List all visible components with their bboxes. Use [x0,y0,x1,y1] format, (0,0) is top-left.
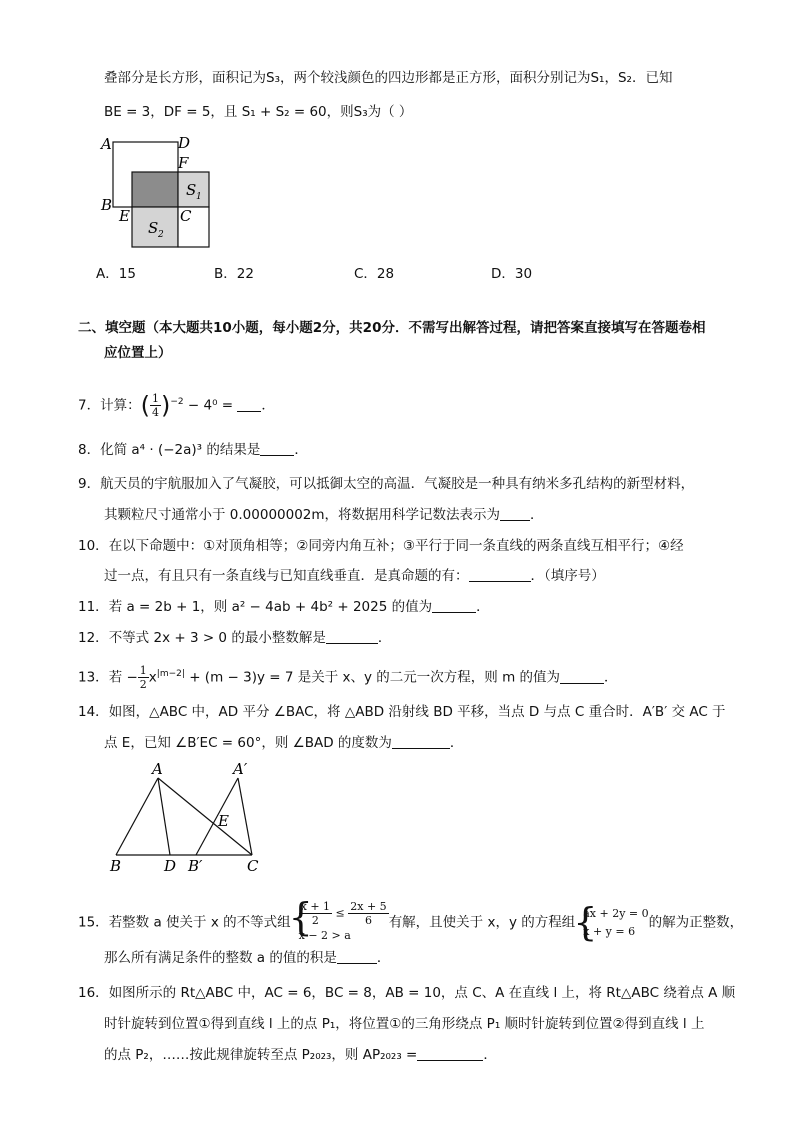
q9-text-line1: 航天员的宇航服加入了气凝胶，可以抵御太空的高温．气凝胶是一种具有纳米多孔结构的新型材料， [100,476,695,492]
q9-text-line2: 其颗粒尺寸通常小于 0.00000002m，将数据用科学记数法表示为 [104,507,501,523]
question-15-line1: 15．若整数 a 使关于 x 的不等式组 { $\frac{x + 1}{2}$ ≤ $\frac{2x + 5}{6}$ x − 2 > a 有解，且使关于 x，y 的方程组 { ax + 2y = 0 x + y = 6 的解为正整数， [78,900,743,945]
triangles-figure [100,760,275,875]
inequality-system: { $\frac{x + 1}{2}$ ≤ $\frac{2x + 5}{6}$ x − 2 > a [291,900,389,945]
label-b-prime: B′ [188,857,203,875]
q12-answer-blank[interactable] [326,629,378,644]
q14-text-line2: 点 E，已知 ∠B′EC = 60°，则 ∠BAD 的度数为 [104,735,392,751]
question-16-line1: 16．如图所示的 Rt△ABC 中，AC = 6，BC = 8，AB = 10，点 C、A 在直线 l 上，将 Rt△ABC 绕着点 A 顺 [78,985,736,1001]
q7-fraction: $\frac{1}{4}$ [151,392,159,419]
question-14-line1: 14．如图，△ABC 中，AD 平分 ∠BAC，将 △ABD 沿射线 BD 平移，当点 D 与点 C 重合时．A′B′ 交 AC 于 [78,704,726,720]
question-16-line3: 的点 P₂，……按此规律旋转至点 P₂₀₂₃，则 AP₂₀₂₃ = ． [104,1047,497,1063]
question-8: 8．化简 a⁴ · (−2a)³ 的结果是 ． [78,442,308,458]
q15-text-line2: 那么所有满足条件的整数 a 的值的积是 [104,950,337,966]
question-14-line2: 点 E，已知 ∠B′EC = 60°，则 ∠BAD 的度数为 ． [104,735,464,751]
question-13: 13．若 − $\frac{1}{2}$ $x^{|m-2|} + (m - 3)y = 7$ 是关于 x、y 的二元一次方程，则 m 的值为 ． [78,664,618,691]
q11-text: 若 a = 2b + 1，则 a² − 4ab + 4b² + 2025 的值为 [108,599,433,615]
q7-text-b: − 4⁰ = [183,397,238,414]
section-heading-line1: 二、填空题（本大题共10小题，每小题2分，共20分．不需写出解答过程，请把答案直接填写在答题卷相 [78,320,706,336]
option-c: C．28 [354,266,395,282]
q6-text-line1: 叠部分是长方形，面积记为S₃，两个较浅颜色的四边形都是正方形，面积分别记为S₁，S₂．已知 [104,70,673,86]
label-d: D [178,134,191,152]
section-heading-line2: 应位置上） [104,345,172,361]
label-s2-sub: 2 [158,230,164,240]
label-b: B [110,857,122,875]
q7-answer-blank[interactable] [237,397,261,412]
label-a: A [101,135,112,153]
label-s1-sub: 1 [196,192,202,202]
q6-text-line2: BE = 3，DF = 5，且 S₁ + S₂ = 60，则S₃为（ ） [104,104,413,120]
q16-answer-blank[interactable] [417,1046,483,1061]
q8-answer-blank[interactable] [260,441,294,456]
q10-answer-blank[interactable] [469,567,531,582]
question-15-line2: 那么所有满足条件的整数 a 的值的积是 ． [104,950,391,966]
equation-system: { ax + 2y = 0 x + y = 6 [575,905,648,941]
q15-answer-blank[interactable] [337,949,377,964]
label-s1: S [186,181,197,199]
question-10-line2: 过一点，有且只有一条直线与已知直线垂直．是真命题的有： ．（填序号） [104,568,605,584]
option-b: B．22 [214,266,254,282]
overlap-rectangle-s3 [132,172,178,207]
question-10-line1: 10．在以下命题中：①对顶角相等；②同旁内角互补；③平行于同一条直线的两条直线互相平行；④经 [78,538,684,554]
label-b: B [101,196,113,214]
q7-text-a: 计算： [100,397,141,414]
label-d: D [164,857,177,875]
q10-text-line1: 在以下命题中：①对顶角相等；②同旁内角互补；③平行于同一条直线的两条直线互相平行；④经 [108,538,684,554]
label-a: A [152,760,163,778]
q10-text-line2a: 过一点，有且只有一条直线与已知直线垂直．是真命题的有： [104,568,469,584]
question-9-line1: 9．航天员的宇航服加入了气凝胶，可以抵御太空的高温．气凝胶是一种具有纳米多孔结构的新型材料， [78,476,695,492]
question-9-line2: 其颗粒尺寸通常小于 0.00000002m，将数据用科学记数法表示为 ． [104,507,544,523]
q11-answer-blank[interactable] [432,598,476,613]
question-7: 7．计算：( $\frac{1}{4}$ )$^{-2}$ − 4⁰ = ． [78,391,275,420]
label-a-prime: A′ [233,760,248,778]
label-e: E [218,812,229,830]
q16-text-line3: 的点 P₂，……按此规律旋转至点 P₂₀₂₃，则 AP₂₀₂₃ = [104,1047,418,1063]
q16-text-line1: 如图所示的 Rt△ABC 中，AC = 6，BC = 8，AB = 10，点 C、A 在直线 l 上，将 Rt△ABC 绕着点 A 顺 [108,985,736,1001]
question-11: 11．若 a = 2b + 1，则 a² − 4ab + 4b² + 2025 的值为 ． [78,599,490,615]
label-c: C [180,207,192,225]
option-d: D．30 [491,266,533,282]
q7-number: 7． [78,397,101,414]
q12-text: 不等式 2x + 3 > 0 的最小整数解是 [108,630,326,646]
q14-answer-blank[interactable] [392,734,450,749]
label-c: C [247,857,259,875]
label-f: F [178,154,189,172]
squares-figure [92,130,222,255]
label-s2: S [148,219,159,237]
q13-answer-blank[interactable] [560,669,604,684]
question-12: 12．不等式 2x + 3 > 0 的最小整数解是 ． [78,630,392,646]
q14-text-line1: 如图，△ABC 中，AD 平分 ∠BAC，将 △ABD 沿射线 BD 平移，当点 D 与点 C 重合时．A′B′ 交 AC 于 [108,704,726,720]
q13-text: + (m − 3)y = 7 是关于 x、y 的二元一次方程，则 m 的值为 [184,669,561,686]
question-16-line2: 时针旋转到位置①得到直线 l 上的点 P₁，将位置①的三角形绕点 P₁ 顺时针旋转到位置②得到直线 l 上 [104,1016,705,1032]
option-a: A．15 [96,266,136,282]
label-e: E [119,207,130,225]
q8-text: 化简 a⁴ · (−2a)³ 的结果是 [100,442,261,458]
q9-answer-blank[interactable] [500,506,530,521]
